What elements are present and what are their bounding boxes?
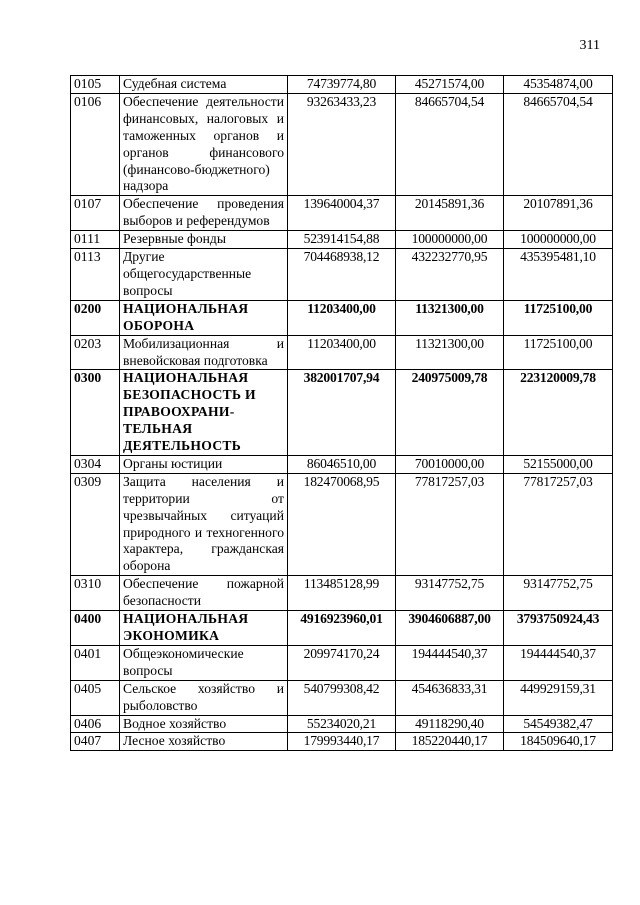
row-name: Водное хозяйство xyxy=(120,715,288,733)
row-name: Общеэкономические вопросы xyxy=(120,645,288,680)
row-name: Органы юстиции xyxy=(120,455,288,473)
row-code: 0113 xyxy=(71,249,120,301)
row-value-2: 93147752,75 xyxy=(396,576,504,611)
row-value-3: 223120009,78 xyxy=(504,370,613,456)
row-value-3: 184509640,17 xyxy=(504,733,613,751)
row-code: 0401 xyxy=(71,645,120,680)
row-value-2: 11321300,00 xyxy=(396,335,504,370)
row-value-2: 454636833,31 xyxy=(396,680,504,715)
table-row xyxy=(71,473,613,575)
row-value-3: 45354874,00 xyxy=(504,76,613,94)
row-value-1: 179993440,17 xyxy=(288,733,396,751)
budget-table xyxy=(70,75,613,751)
row-code: 0309 xyxy=(71,473,120,575)
row-value-2: 77817257,03 xyxy=(396,473,504,575)
row-value-2: 432232770,95 xyxy=(396,249,504,301)
row-name: НАЦИОНАЛЬНАЯ БЕЗОПАСНОСТЬ И ПРАВООХРАНИ-ТЕЛЬНАЯ ДЕЯТЕЛЬНОСТЬ xyxy=(120,370,288,456)
budget-table-body xyxy=(71,76,613,751)
row-value-3: 11725100,00 xyxy=(504,335,613,370)
row-value-3: 54549382,47 xyxy=(504,715,613,733)
row-value-1: 74739774,80 xyxy=(288,76,396,94)
table-row xyxy=(71,733,613,751)
table-row xyxy=(71,576,613,611)
row-value-2: 45271574,00 xyxy=(396,76,504,94)
row-value-2: 185220440,17 xyxy=(396,733,504,751)
table-row xyxy=(71,370,613,456)
row-code: 0111 xyxy=(71,231,120,249)
row-code: 0107 xyxy=(71,196,120,231)
table-row xyxy=(71,715,613,733)
row-name: Мобилизационная и вневойсковая подготовка xyxy=(120,335,288,370)
table-row xyxy=(71,335,613,370)
row-code: 0203 xyxy=(71,335,120,370)
table-row xyxy=(71,196,613,231)
row-value-1: 11203400,00 xyxy=(288,300,396,335)
row-code: 0200 xyxy=(71,300,120,335)
row-value-2: 70010000,00 xyxy=(396,455,504,473)
row-code: 0310 xyxy=(71,576,120,611)
row-value-3: 449929159,31 xyxy=(504,680,613,715)
row-value-1: 11203400,00 xyxy=(288,335,396,370)
row-value-3: 52155000,00 xyxy=(504,455,613,473)
row-value-2: 11321300,00 xyxy=(396,300,504,335)
row-value-3: 84665704,54 xyxy=(504,93,613,195)
row-value-2: 49118290,40 xyxy=(396,715,504,733)
row-value-3: 100000000,00 xyxy=(504,231,613,249)
table-row xyxy=(71,76,613,94)
row-value-1: 55234020,21 xyxy=(288,715,396,733)
row-name: НАЦИОНАЛЬНАЯ ЭКОНОМИКА xyxy=(120,611,288,646)
row-name: Лесное хозяйство xyxy=(120,733,288,751)
row-name: Другие общегосударственные вопросы xyxy=(120,249,288,301)
table-row xyxy=(71,93,613,195)
row-code: 0400 xyxy=(71,611,120,646)
row-name: Обеспечение пожарной безопасности xyxy=(120,576,288,611)
row-value-1: 540799308,42 xyxy=(288,680,396,715)
row-value-2: 3904606887,00 xyxy=(396,611,504,646)
page-number: 311 xyxy=(579,38,600,53)
row-value-1: 523914154,88 xyxy=(288,231,396,249)
row-value-1: 4916923960,01 xyxy=(288,611,396,646)
row-value-3: 194444540,37 xyxy=(504,645,613,680)
row-value-1: 382001707,94 xyxy=(288,370,396,456)
row-name: Сельское хозяйство и рыболовство xyxy=(120,680,288,715)
row-value-2: 20145891,36 xyxy=(396,196,504,231)
row-code: 0407 xyxy=(71,733,120,751)
row-value-3: 77817257,03 xyxy=(504,473,613,575)
row-value-3: 20107891,36 xyxy=(504,196,613,231)
row-code: 0105 xyxy=(71,76,120,94)
row-value-1: 93263433,23 xyxy=(288,93,396,195)
table-row xyxy=(71,249,613,301)
row-value-1: 182470068,95 xyxy=(288,473,396,575)
row-name: Обеспечение проведения выборов и референдумов xyxy=(120,196,288,231)
table-row xyxy=(71,645,613,680)
row-name: НАЦИОНАЛЬНАЯ ОБОРОНА xyxy=(120,300,288,335)
row-code: 0300 xyxy=(71,370,120,456)
row-name: Обеспечение деятельности финансовых, налоговых и таможенных органов и органов финансового (финансово-бюджетного) надзора xyxy=(120,93,288,195)
row-value-3: 11725100,00 xyxy=(504,300,613,335)
row-name: Резервные фонды xyxy=(120,231,288,249)
row-value-1: 209974170,24 xyxy=(288,645,396,680)
row-value-2: 84665704,54 xyxy=(396,93,504,195)
row-value-3: 435395481,10 xyxy=(504,249,613,301)
row-value-1: 139640004,37 xyxy=(288,196,396,231)
table-row xyxy=(71,231,613,249)
table-row xyxy=(71,300,613,335)
row-value-2: 100000000,00 xyxy=(396,231,504,249)
table-row xyxy=(71,455,613,473)
row-value-1: 86046510,00 xyxy=(288,455,396,473)
row-value-1: 704468938,12 xyxy=(288,249,396,301)
row-code: 0304 xyxy=(71,455,120,473)
row-value-1: 113485128,99 xyxy=(288,576,396,611)
row-name: Защита населения и территории от чрезвычайных ситуаций природного и техногенного характера, гражданская оборона xyxy=(120,473,288,575)
row-value-2: 194444540,37 xyxy=(396,645,504,680)
row-code: 0106 xyxy=(71,93,120,195)
table-row xyxy=(71,680,613,715)
row-name: Судебная система xyxy=(120,76,288,94)
row-code: 0405 xyxy=(71,680,120,715)
row-value-3: 3793750924,43 xyxy=(504,611,613,646)
row-value-2: 240975009,78 xyxy=(396,370,504,456)
row-value-3: 93147752,75 xyxy=(504,576,613,611)
row-code: 0406 xyxy=(71,715,120,733)
table-row xyxy=(71,611,613,646)
